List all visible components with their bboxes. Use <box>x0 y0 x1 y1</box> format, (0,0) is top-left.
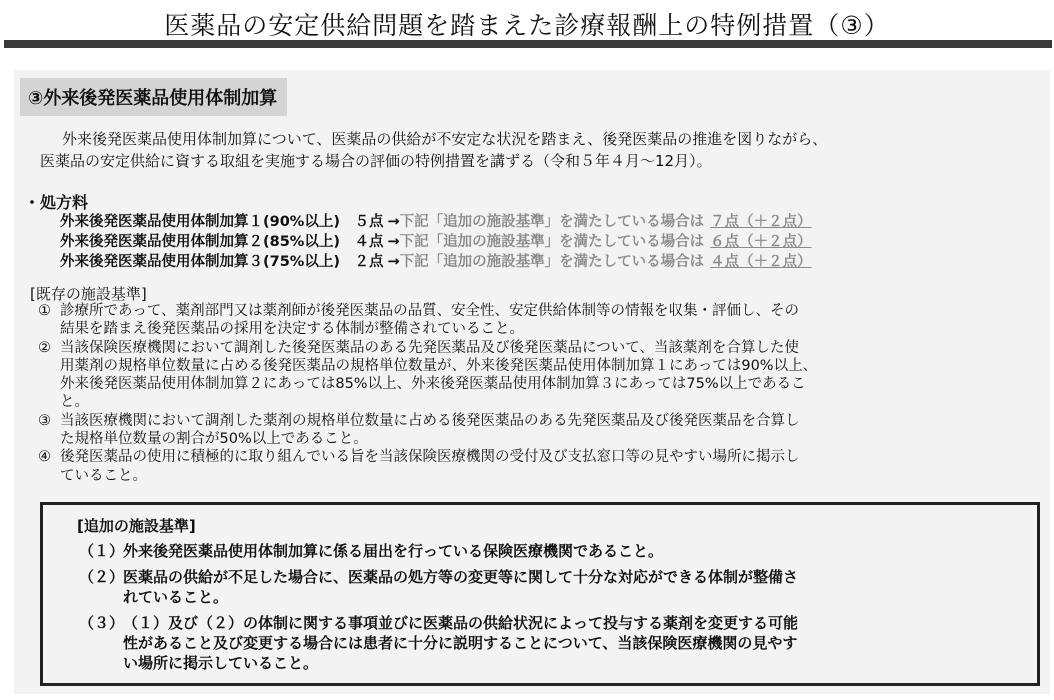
criterion-line: と。 <box>60 394 89 411</box>
criterion-line: ていること。 <box>60 467 147 484</box>
criterion-line: 性があること及び変更する場合には患者に十分に説明することについて、当該保険医療機関の見やす <box>123 634 798 652</box>
fee-points: ６点（＋２点） <box>710 234 812 250</box>
fee-points: ７点（＋２点） <box>710 214 812 230</box>
additional-criterion <box>79 613 1029 673</box>
page-title: 医薬品の安定供給問題を踏まえた診療報酬上の特例措置（③） <box>164 11 890 40</box>
additional-criterion <box>79 567 1029 607</box>
criterion-line: 後発医薬品の使用に積極的に取り組んでいる旨を当該保険医療機関の受付及び支払窓口等の見やすい場所に掲示し <box>60 449 800 466</box>
criterion-line: 結果を踏まえ後発医薬品の採用を決定する体制が整備されていること。 <box>60 321 524 338</box>
criterion-line: 診療所であって、薬剤部門又は薬剤師が後発医薬品の品質、安全性、安定供給体制等の情報を収集・評価し、その <box>60 303 800 319</box>
fee-note: 下記「追加の施設基準」を満たしている場合は <box>399 254 705 270</box>
fee-list <box>60 212 1040 272</box>
fee-row <box>60 232 1040 252</box>
intro-line-2: 医薬品の安定供給に資する取組を実施する場合の評価の特例措置を講ずる（令和５年４月〜12月）。 <box>40 152 712 170</box>
fee-row <box>60 212 1040 232</box>
criterion-number: （１） <box>79 542 125 560</box>
criterion-line: れていること。 <box>123 588 229 606</box>
criterion-number: （３） <box>79 614 125 632</box>
additional-criterion <box>79 541 1029 561</box>
fee-row <box>60 252 1040 272</box>
criterion-line: （１）及び（２）の体制に関する事項並びに医薬品の供給状況によって投与する薬剤を変更する可能 <box>123 614 799 632</box>
additional-criteria-list <box>79 541 1029 679</box>
section-tag: ③外来後発医薬品使用体制加算 <box>20 78 287 116</box>
title-bar <box>0 0 1054 50</box>
criterion-line: 用薬剤の規格単位数量に占める後発医薬品の規格単位数量が、外来後発医薬品使用体制加算１にあっては90%以上、 <box>60 357 818 374</box>
criterion-line: 外来後発医薬品使用体制加算に係る届出を行っている保険医療機関であること。 <box>123 542 664 560</box>
fee-name: 外来後発医薬品使用体制加算３(75%以上) ２点 <box>60 254 384 270</box>
criterion-number: ③ <box>38 412 51 429</box>
fee-note: 下記「追加の施設基準」を満たしている場合は <box>399 214 705 230</box>
intro-line-1: 外来後発医薬品使用体制加算について、医薬品の供給が不安定な状況を踏まえ、後発医薬品の推進を図りながら、 <box>62 130 828 148</box>
fee-name: 外来後発医薬品使用体制加算２(85%以上) ４点 <box>60 234 384 250</box>
criterion-number: ① <box>38 303 51 319</box>
arrow-icon: → <box>387 234 400 250</box>
criterion-line: 外来後発医薬品使用体制加算２にあっては85%以上、外来後発医薬品使用体制加算３にあっては75%以上であるこ <box>60 376 806 393</box>
criterion-line: 当該保険医療機関において調剤した後発医薬品のある先発医薬品及び後発医薬品について、当該薬剤を合算した使 <box>60 339 799 356</box>
intro-paragraph <box>40 128 1030 172</box>
fee-heading: ・処方料 <box>24 193 89 212</box>
criterion-number: ④ <box>38 449 51 466</box>
existing-criterion <box>38 339 1028 412</box>
fee-name: 外来後発医薬品使用体制加算１(90%以上) ５点 <box>60 214 384 230</box>
arrow-icon: → <box>387 254 400 270</box>
additional-criteria-box <box>40 502 1040 686</box>
criterion-line: い場所に掲示していること。 <box>123 654 319 672</box>
existing-criterion <box>38 448 1028 485</box>
fee-points: ４点（＋２点） <box>710 254 812 270</box>
criterion-number: ② <box>38 339 51 356</box>
existing-criterion <box>38 412 1028 449</box>
criterion-line: 当該医療機関において調剤した薬剤の規格単位数量に占める後発医薬品のある先発医薬品及び後発医薬品を合算し <box>60 412 800 429</box>
arrow-icon: → <box>387 214 400 230</box>
title-underline <box>4 40 1052 48</box>
criterion-line: た規格単位数量の割合が50%以上であること。 <box>60 431 368 448</box>
criterion-line: 医薬品の供給が不足した場合に、医薬品の処方等の変更等に関して十分な対応ができる体制が整備さ <box>123 568 799 586</box>
fee-note: 下記「追加の施設基準」を満たしている場合は <box>399 234 705 250</box>
existing-criteria-label: [既存の施設基準] <box>30 285 147 303</box>
existing-criteria-list <box>38 302 1028 485</box>
additional-criteria-label: [追加の施設基準] <box>77 517 196 535</box>
criterion-number: （２） <box>79 568 125 586</box>
existing-criterion <box>38 302 1028 339</box>
